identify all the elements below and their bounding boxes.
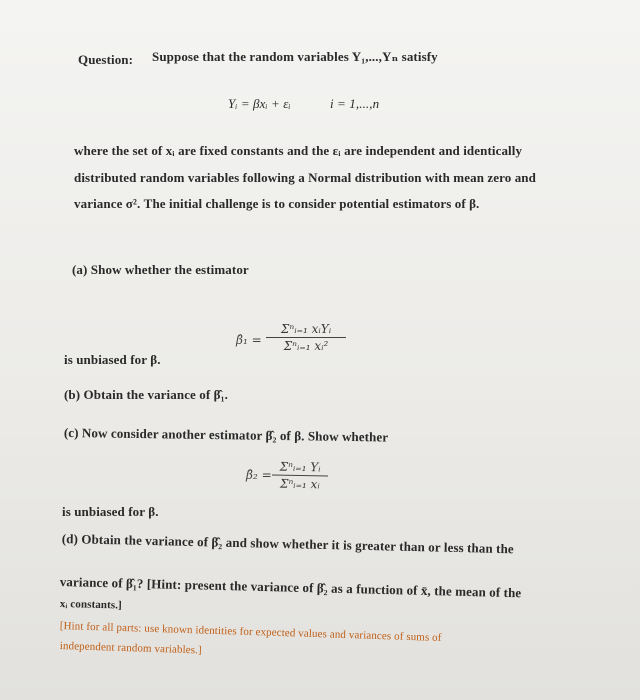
question-text: Suppose that the random variables Y₁,...,Yₙ satisfy xyxy=(152,49,438,64)
estimator-1-numerator: Σⁿᵢ₌₁ xᵢYᵢ xyxy=(280,322,332,336)
estimator-2-fraction xyxy=(272,460,329,492)
estimator-1-denominator: Σⁿᵢ₌₁ xᵢ² xyxy=(283,339,329,353)
hint-line-2: independent random variables.] xyxy=(59,640,202,657)
estimator-1-fraction xyxy=(266,322,346,353)
paragraph-line-3: variance σ². The initial challenge is to consider potential estimators of β. xyxy=(74,196,480,211)
estimator-2-numerator: Σⁿᵢ₌₁ Yᵢ xyxy=(279,459,321,475)
part-d-line-1: (d) Obtain the variance of β̂₂ and show whether it is greater than or less than the xyxy=(61,531,514,557)
part-c-label: (c) Now consider another estimator β̂₂ of β. Show whether xyxy=(63,425,389,445)
fraction-bar xyxy=(266,337,346,338)
paragraph-line-1: where the set of xᵢ are fixed constants and the εᵢ are independent and identically xyxy=(74,143,523,158)
part-b-label: (b) Obtain the variance of β̂₁. xyxy=(64,387,228,402)
part-d-line-2: variance of β̂₁? [Hint: present the variance of β̂₂ as a function of x̄, the mean of the xyxy=(59,574,522,601)
model-index: i = 1,...,n xyxy=(330,96,380,111)
model-equation: Yᵢ = βxᵢ + εᵢ xyxy=(228,96,291,111)
estimator-2-denominator: Σⁿᵢ₌₁ xᵢ xyxy=(279,476,320,492)
estimator-1-lhs: β̂₁ = xyxy=(236,333,262,347)
part-a-label: (a) Show whether the estimator xyxy=(72,262,249,277)
estimator-2-lhs: β̂₂ = xyxy=(246,468,272,482)
part-c-conclusion: is unbiased for β. xyxy=(62,504,159,519)
question-label: Question: xyxy=(78,52,134,67)
part-d-line-3: xᵢ constants.] xyxy=(59,598,123,612)
part-a-conclusion: is unbiased for β. xyxy=(64,352,161,367)
hint-line-1: [Hint for all parts: use known identities for expected values and variances of sums of xyxy=(59,620,442,644)
paragraph-line-2: distributed random variables following a Normal distribution with mean zero and xyxy=(74,170,536,185)
